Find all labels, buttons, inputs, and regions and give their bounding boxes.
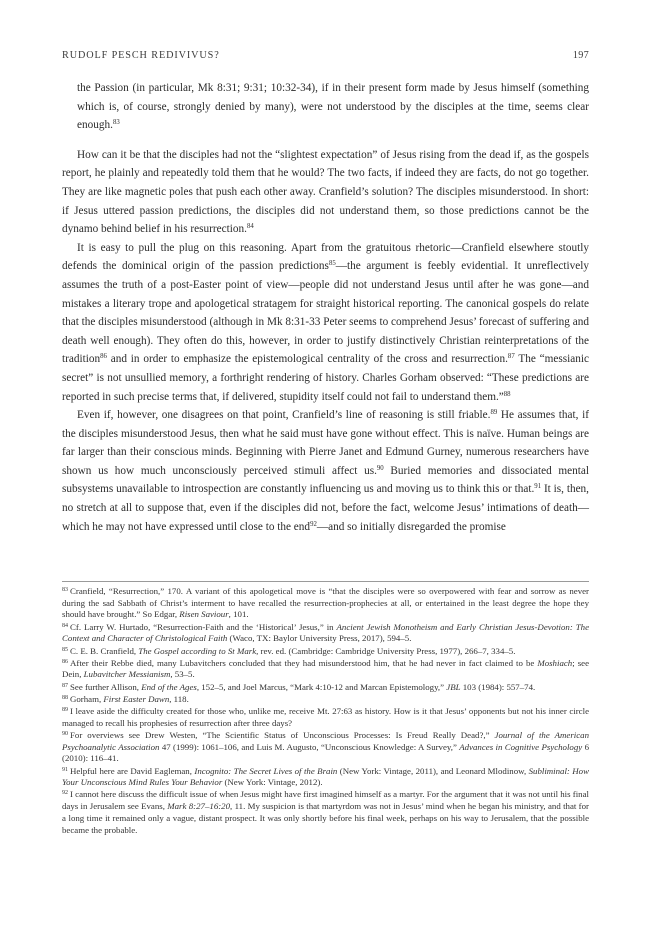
paragraph-4: Even if, however, one disagrees on that point, Cranfield’s line of reasoning is still friable.$^{89}$ He assumes that, if the disciples misunderstood Jesus, then what he said must have gone without effect. This is naïve. Human beings are far larger than their conscious minds. Beginning with Pierre Janet and Edmund Gurney, numerous researchers have shown us how much unconsciously perceived stimuli affect us.$^{90}$ Buried memories and dissociated mental subsystems unavailable to introspection are constantly influencing us and moving us to think this or that.$^{91}$ It is, then, no stretch at all to suppose that, even if the disciples did not, before the fact, welcome Jesus’ intimations of death—which he may not have expressed until close to the end$^{92}$—and so initially disregarded the promise xyxy=(62,409,589,533)
footnote-85: $^{85}$ C. E. B. Cranfield, The Gospel according to St Mark, rev. ed. (Cambridge: Cambridge University Press, 1977), 266–7, 334–5. xyxy=(62,645,516,656)
footnotes xyxy=(62,586,589,837)
footnote-ref-88[interactable]: 88 xyxy=(503,390,511,398)
paragraph-3: It is easy to pull the plug on this reasoning. Apart from the gratuitous rhetoric—Cranfield elsewhere stoutly defends the dominical origin of the passion predictions$^{85}$—the argument is feebly evidential. It unreflectively assumes the truth of a post-Easter point of view—people did not understand Jesus until after he was gone—and mistakes a literary trope and apologetical stratagem for straight historical reporting. The canonical gospels do relate that the disciples misunderstood (although in Mk 8:31-33 Peter seems to comprehend Jesus’ forecast of suffering and death well enough). They often do this, however, in order to justify distinctively Christian reinterpretations of the tradition$^{86}$ and in order to emphasize the epistemological centrality of the cross and resurrection.$^{87}$ The “messianic secret” is not unsullied memory, a forthright rendering of history. Charles Gorham observed: “These predictions are reported in such precise terms that, if delivered, stupidity itself could not fail to understand them.”$^{88}$ xyxy=(62,241,589,403)
footnote-83: $^{83}$ Cranfield, “Resurrection,” 170. A variant of this apologetical move is “that the disciples were so overpowered with fear and sorrow as never during the sad Sabbath of Christ’s interment to have recalled the resurrection-prophecies at all, or entertained in the least degree the hope they should have brought.” So Edgar, Risen Saviour, 101. xyxy=(62,586,589,620)
running-header xyxy=(62,50,589,64)
footnote-ref-85[interactable]: 85 xyxy=(328,260,336,268)
footnote-92: $^{92}$ I cannot here discuss the difficult issue of when Jesus might have first imagined himself as a martyr. For the argument that it was not until his final days in Jerusalem see Evans, Mark 8:27–16:20, 11. My suspicion is that martyrdom was not in Jesus’ mind when he began his ministry, and that for a long time it remained only a vague, distant prospect. It was only shortly before his final week, perhaps on his way to Jerusalem, that the possible became the probable. xyxy=(62,789,589,835)
footnote-ref-92[interactable]: 92 xyxy=(310,520,317,528)
footnote-ref-89[interactable]: 89 xyxy=(490,409,498,417)
footnote-89: $^{89}$ I leave aside the difficulty created for those who, unlike me, receive Mt. 27:63 as history. How is it that Jesus’ opponents but not his inner circle managed to recall his prophesies of resurrection after three days? xyxy=(62,706,589,728)
footnote-87: $^{87}$ See further Allison, End of the Ages, 152–5, and Joel Marcus, “Mark 4:10-12 and Marcan Epistemology,” JBL 103 (1984): 557–74. xyxy=(62,681,536,692)
running-head-title: RUDOLF PESCH REDIVIVUS? xyxy=(62,50,220,61)
page-number: 197 xyxy=(572,50,589,61)
main-text xyxy=(62,79,589,536)
footnote-ref-86[interactable]: 86 xyxy=(100,353,107,361)
footnote-84: $^{84}$ Cf. Larry W. Hurtado, “Resurrection-Faith and the ‘Historical’ Jesus,” in Ancient Jewish Monotheism and Early Christian Jesus-Devotion: The Context and Character of Christological Faith (Waco, TX: Baylor University Press, 2017), 594–5. xyxy=(62,621,590,644)
footnote-86: $^{86}$ After their Rebbe died, many Lubavitchers concluded that they had misunderstood him, that he had never in fact claimed to be Moshiach; see Dein, Lubavitcher Messianism, 53–5. xyxy=(62,657,589,680)
footnote-ref-91[interactable]: 91 xyxy=(534,483,542,491)
footnote-ref-83[interactable]: 83 xyxy=(112,119,120,127)
paragraph-1: the Passion (in particular, Mk 8:31; 9:31; 10:32-34), if in their present form made by Jesus himself (something which is, of course, strongly denied by many), were not understood by the disciples at the time, seems clear enough.$^{83}$ xyxy=(77,82,589,132)
footnote-ref-84[interactable]: 84 xyxy=(246,223,254,231)
footnote-88: $^{88}$ Gorham, First Easter Dawn, 118. xyxy=(62,693,189,704)
footnote-separator xyxy=(62,581,589,582)
footnote-ref-90[interactable]: 90 xyxy=(376,464,384,472)
footnote-ref-87[interactable]: 87 xyxy=(507,353,515,361)
footnote-91: $^{91}$ Helpful here are David Eagleman, Incognito: The Secret Lives of the Brain (New York: Vintage, 2011), and Leonard Mlodinow, Subliminal: How Your Unconscious Mind Rules Your Behavior (New York: Vintage, 2012). xyxy=(62,765,590,788)
paragraph-2: How can it be that the disciples had not the “slightest expectation” of Jesus rising from the dead if, as the gospels report, he plainly and repeatedly told them that he would? The two facts, if indeed they are facts, do not go together. They are like magnetic poles that push each other away. Cranfield’s solution? The disciples misunderstood. In short: if Jesus uttered passion predictions, the disciples did not understand them, so those predictions cannot be the dynamo behind belief in his resurrection.$^{84}$ xyxy=(62,148,589,236)
footnote-90: $^{90}$ For overviews see Drew Westen, “The Scientific Status of Unconscious Processes: Is Freud Really Dead?,” Journal of the American Psychoanalytic Association 47 (1999): 1061–106, and Luis M. Augusto, “Unconscious Knowledge: A Survey,” Advances in Cognitive Psychology 6 (2010): 116–41. xyxy=(62,729,589,764)
